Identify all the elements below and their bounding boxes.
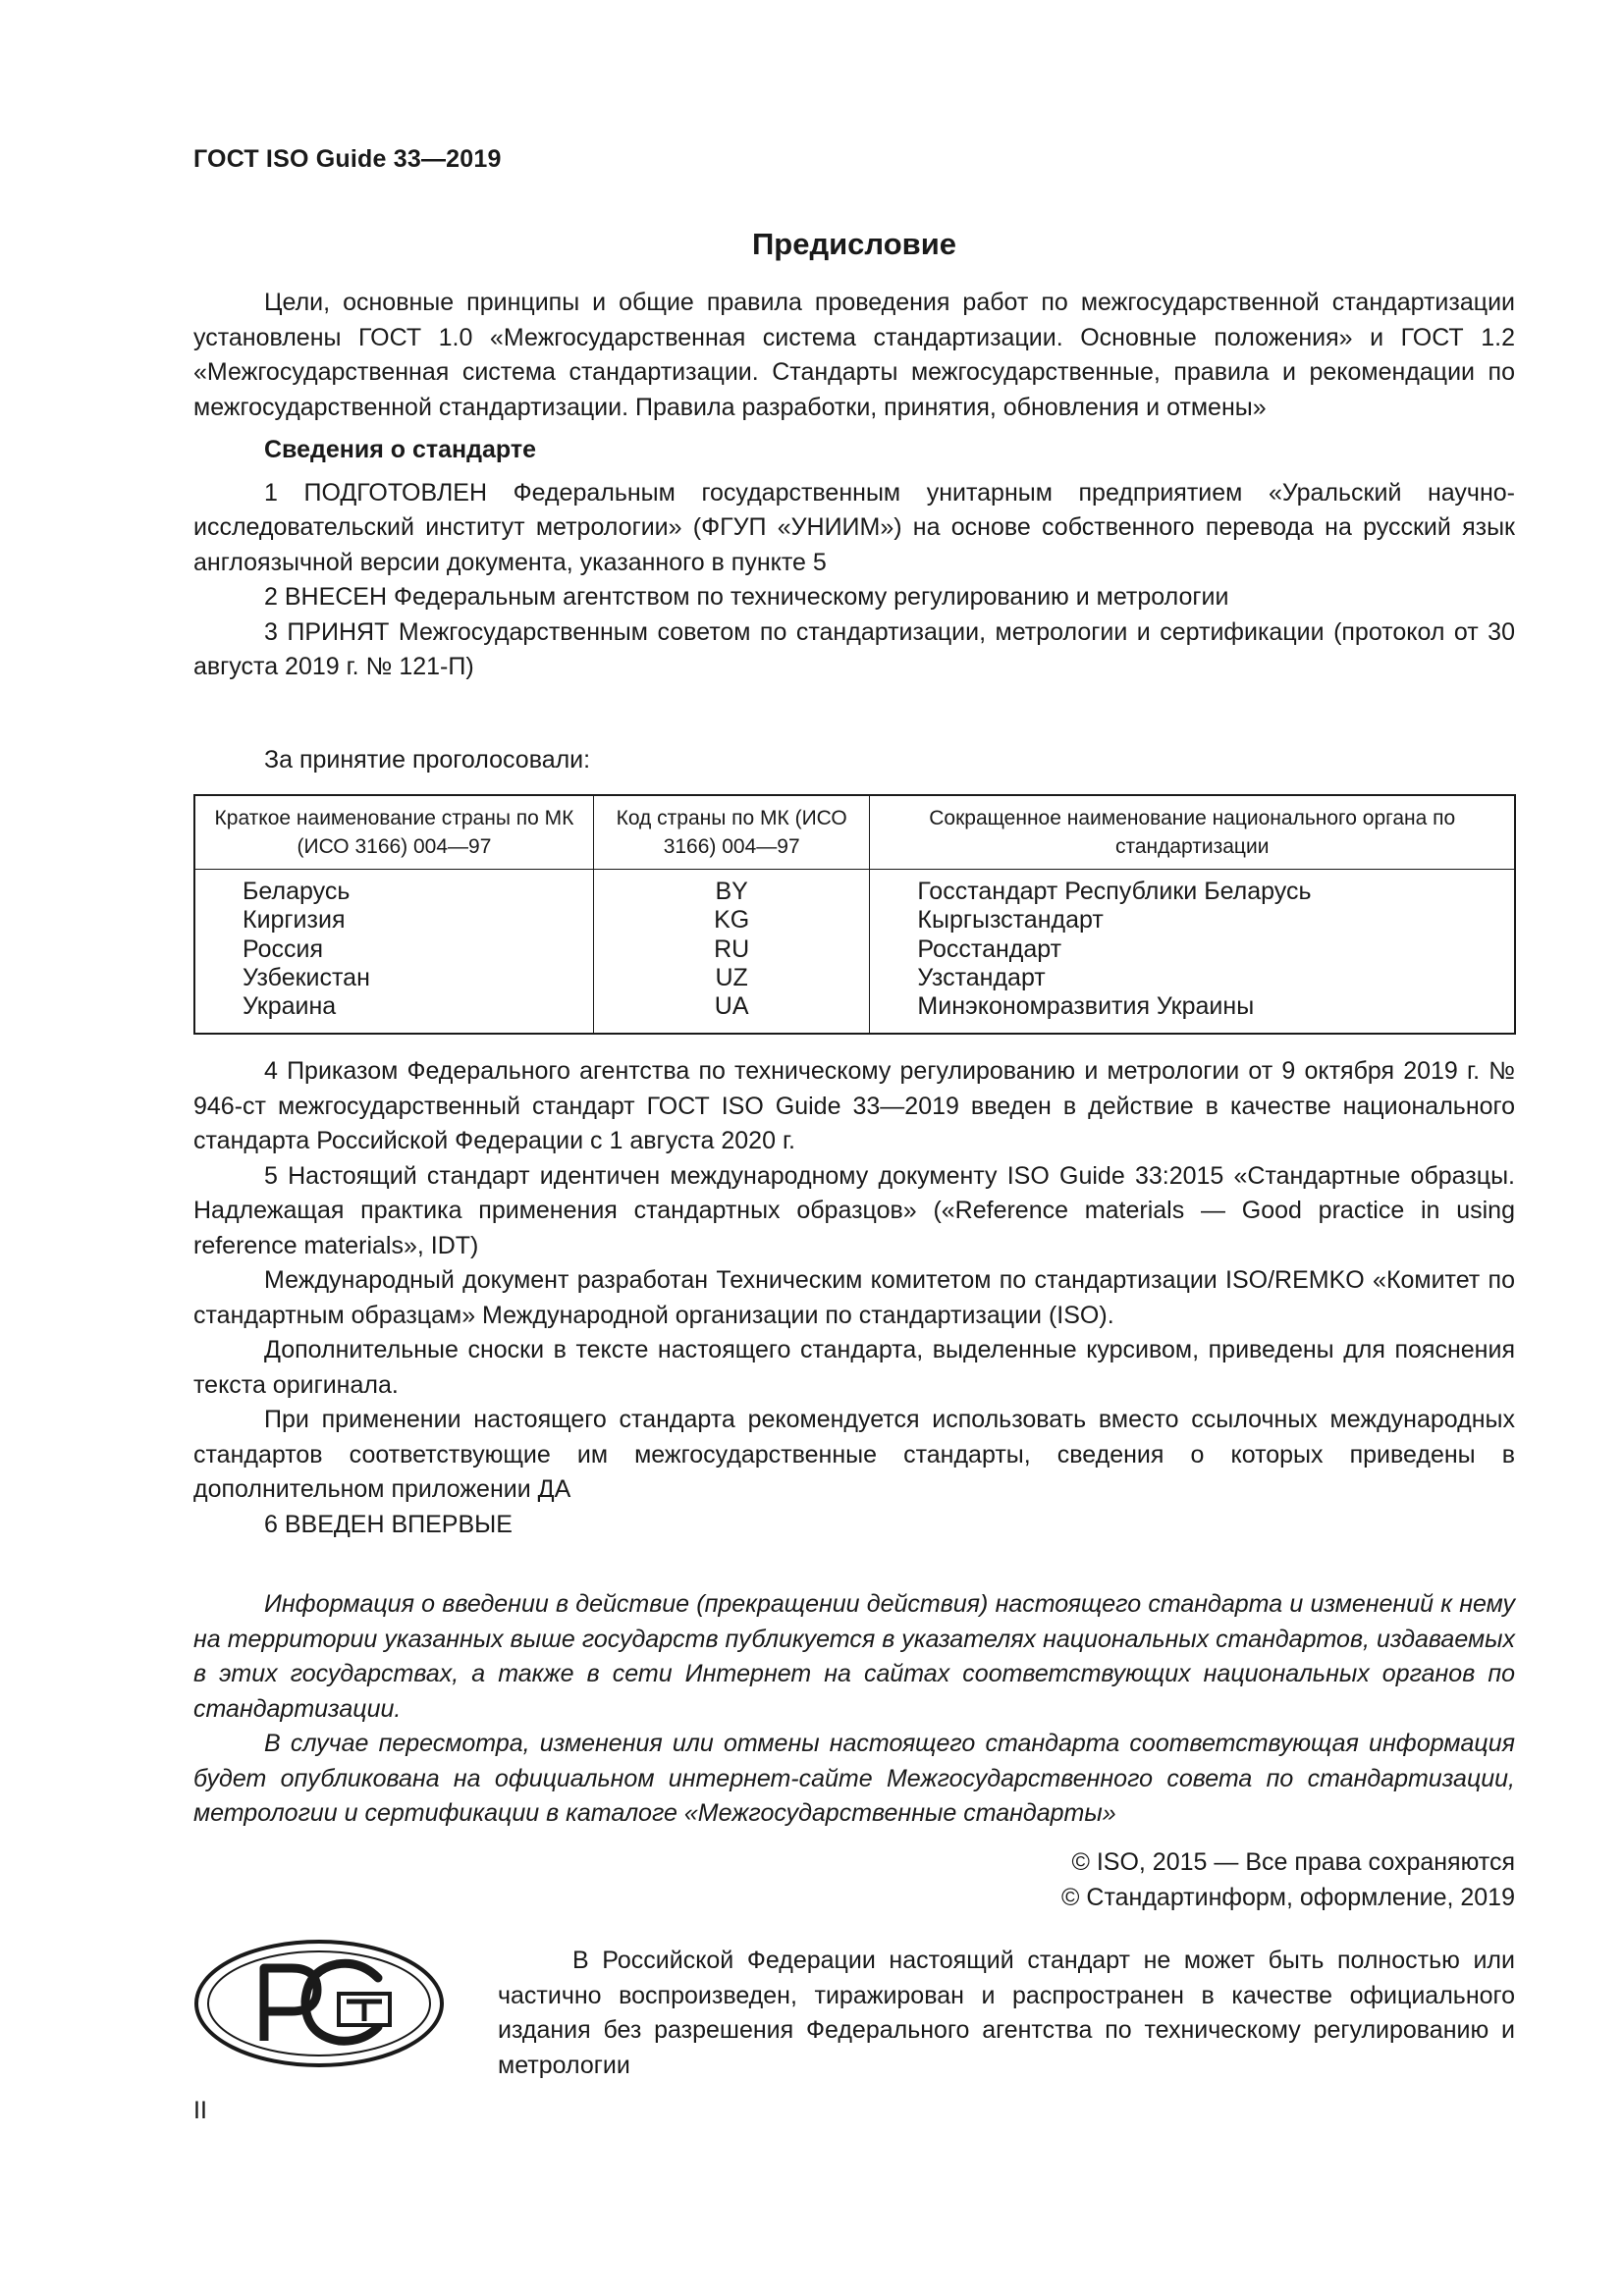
intro-section [193, 286, 1515, 685]
rst-certification-mark-icon [193, 1939, 445, 2068]
country-name: Украина [243, 992, 337, 1021]
rf-notice [498, 1944, 1515, 2083]
country-name: Киргизия [243, 906, 346, 934]
body-column [870, 870, 1515, 1035]
country-name: Беларусь [243, 878, 351, 905]
voted-section [193, 743, 1515, 778]
country-name: Узбекистан [243, 963, 370, 991]
item-5-note-committee: Международный документ разработан Техническим комитетом по стандартизации ISO/REMKO «Комитет по стандартным образцам» Международной организации по стандартизации (ISO). [193, 1266, 1515, 1329]
table-header-country: Краткое наименование страны по МК (ИСО 3166) 004—97 [194, 795, 593, 870]
voted-label: За принятие проголосовали: [264, 746, 591, 774]
document-id-header: ГОСТ ISO Guide 33—2019 [193, 145, 502, 173]
items-section [193, 1054, 1515, 1542]
rf-notice-text: В Российской Федерации настоящий стандарт не может быть полностью или частично воспроизведен, тиражирован и распространен в качестве официального издания без разрешения Федерального агентства по техническому регулированию и метрологии [498, 1947, 1515, 2079]
country-column [194, 870, 593, 1035]
voting-table [193, 794, 1516, 1035]
item-3: 3 ПРИНЯТ Межгосударственным советом по стандартизации, метрологии и сертификации (протокол от 30 августа 2019 г. № 121-П) [193, 617, 1515, 680]
table-header-code: Код страны по МК (ИСО 3166) 004—97 [593, 795, 870, 870]
country-code: KG [714, 906, 750, 934]
copyright-standartinform: © Стандартинформ, оформление, 2019 [1061, 1883, 1515, 1911]
italic-notes [193, 1587, 1515, 1832]
page-title: Предисловие [751, 227, 956, 261]
country-code: UA [714, 992, 749, 1021]
table-header-body: Сокращенное наименование национального органа по стандартизации [870, 795, 1515, 870]
country-code: BY [715, 878, 748, 905]
copyright-block [1061, 1845, 1515, 1915]
item-5-note-references: При применении настоящего стандарта рекомендуется использовать вместо ссылочных международных стандартов соответствующие им межгосударственные стандарты, сведения о которых приведены в дополнительном приложении ДА [193, 1406, 1515, 1503]
standards-body: Госстандарт Республики Беларусь [917, 878, 1312, 905]
item-5: 5 Настоящий стандарт идентичен международному документу ISO Guide 33:2015 «Стандартные образцы. Надлежащая практика применения стандартных образцов» («Reference materials — Good practice in using reference materials», IDT) [193, 1161, 1515, 1259]
intro-paragraph: Цели, основные принципы и общие правила проведения работ по межгосударственной стандартизации установлены ГОСТ 1.0 «Межгосударственная система стандартизации. Основные положения» и ГОСТ 1.2 «Межгосударственная система стандартизации. Стандарты межгосударственные, правила и рекомендации по межгосударственной стандартизации. Правила разработки, принятия, обновления и отмены» [193, 289, 1515, 421]
info-heading: Сведения о стандарте [264, 436, 537, 463]
item-6: 6 ВВЕДЕН ВПЕРВЫЕ [264, 1510, 513, 1538]
code-column [593, 870, 870, 1035]
country-name: Россия [243, 934, 323, 963]
item-4: 4 Приказом Федерального агентства по техническому регулированию и метрологии от 9 октября 2019 г. № 946-ст межгосударственный стандарт ГОСТ ISO Guide 33—2019 введен в действие в качестве национального стандарта Российской Федерации с 1 августа 2020 г. [193, 1057, 1515, 1154]
italic-note-info: Информация о введении в действие (прекращении действия) настоящего стандарта и изменений к нему на территории указанных выше государств публикуется в указателях национальных стандартов, издаваемых в этих государствах, а также в сети Интернет на сайтах соответствующих национальных органов по стандартизации. [193, 1590, 1515, 1723]
italic-note-revision: В случае пересмотра, изменения или отмены настоящего стандарта соответствующая информация будет опубликована на официальном интернет-сайте Межгосударственного совета по стандартизации, метрологии и сертификации в каталоге «Межгосударственные стандарты» [193, 1730, 1515, 1827]
standards-body: Минэкономразвития Украины [917, 992, 1255, 1021]
country-code: RU [714, 934, 750, 963]
document-page [193, 0, 1515, 2296]
country-code: UZ [715, 963, 748, 991]
standards-body: Росстандарт [917, 934, 1062, 963]
page-number: II [193, 2097, 207, 2124]
copyright-iso: © ISO, 2015 — Все права сохраняются [1071, 1848, 1515, 1876]
item-2: 2 ВНЕСЕН Федеральным агентством по техническому регулированию и метрологии [264, 583, 1229, 611]
standards-body: Узстандарт [917, 963, 1046, 991]
item-5-note-footnotes: Дополнительные сноски в тексте настоящего стандарта, выделенные курсивом, приведены для пояснения текста оригинала. [193, 1336, 1515, 1399]
standards-body: Кыргызстандарт [917, 906, 1104, 934]
item-1: 1 ПОДГОТОВЛЕН Федеральным государственным унитарным предприятием «Уральский научно-исследовательский институт метрологии» (ФГУП «УНИИМ») на основе собственного перевода на русский язык англоязычной версии документа, указанного в пункте 5 [193, 478, 1515, 576]
